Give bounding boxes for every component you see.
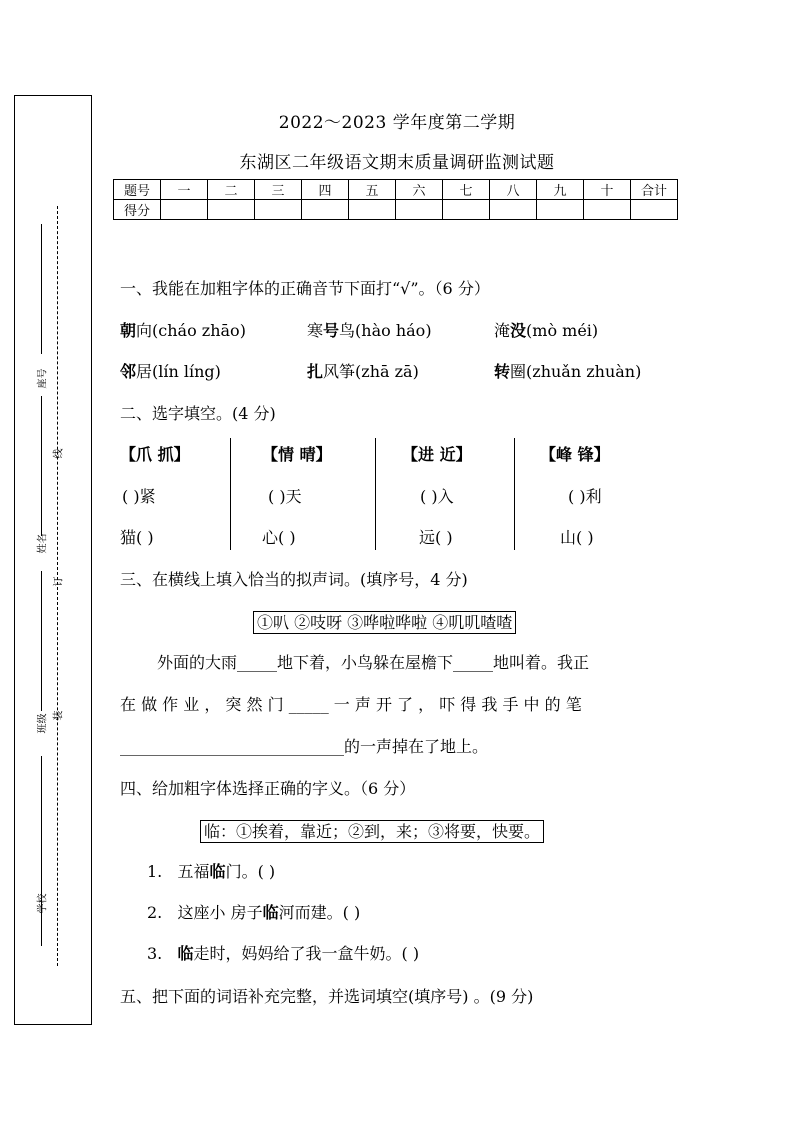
q2-group-head: 【爪 抓】 (120, 445, 190, 464)
score-blank[interactable] (584, 200, 631, 220)
q1-item-text: 寒 (307, 321, 324, 340)
q4-bold-char: 临 (262, 903, 279, 922)
q2-blank[interactable]: ( )利 (568, 487, 602, 506)
score-cell: 八 (490, 180, 537, 200)
q4-definition-box: 临：①挨着，靠近；②到，来；③将要，快要。 (200, 820, 544, 843)
name-blank (41, 396, 42, 536)
q2-title: 二、选字填空。(4 分) (120, 404, 276, 423)
line-label: 线 (53, 448, 65, 459)
class-blank (41, 571, 42, 711)
score-blank[interactable] (161, 200, 208, 220)
q2-blank[interactable]: 心( ) (262, 528, 296, 547)
score-table-header-row (114, 180, 678, 200)
q1-item (120, 318, 246, 341)
q1-item-text: 淹 (494, 321, 511, 340)
q1-item (307, 318, 432, 341)
q1-bold-char: 朝 (120, 321, 137, 340)
q4-item (147, 941, 419, 964)
q2-group-head: 【情 晴】 (262, 445, 332, 464)
q2-blank[interactable]: ( )天 (268, 487, 302, 506)
score-cell: 六 (396, 180, 443, 200)
q4-item-number: 2. (147, 903, 163, 922)
exam-title: 东湖区二年级语文期末质量调研监测试题 (239, 153, 555, 173)
score-cell: 得分 (114, 200, 161, 220)
q4-item-text: 五福 (177, 862, 210, 881)
score-cell: 二 (208, 180, 255, 200)
score-cell: 五 (349, 180, 396, 200)
q1-bold-char: 号 (323, 321, 340, 340)
q3-options-wrap (253, 610, 516, 633)
q3-passage-line: 外面的大雨_____地下着，小鸟躲在屋檐下_____地叫着。我正 (157, 653, 590, 672)
bind-label: 订 (53, 576, 65, 587)
q1-item-text: 风筝(zhā zā) (323, 362, 419, 381)
q1-bold-char: 邻 (120, 362, 137, 381)
q1-item-text: 居(lín líng) (136, 362, 221, 381)
q1-bold-char: 扎 (307, 362, 324, 381)
q1-item (120, 359, 221, 382)
column-divider (230, 438, 231, 550)
q2-blank[interactable]: 远( ) (419, 528, 453, 547)
score-cell: 十 (584, 180, 631, 200)
q1-item (494, 318, 598, 341)
score-blank[interactable] (302, 200, 349, 220)
q4-bold-char: 临 (177, 944, 194, 963)
q4-item (147, 859, 275, 882)
q3-options-box: ①叭 ②吱呀 ③哗啦哗啦 ④叽叽喳喳 (253, 611, 516, 634)
class-label: 班级 (37, 713, 49, 734)
q4-item-number: 3. (147, 944, 163, 963)
score-cell: 九 (537, 180, 584, 200)
score-cell: 一 (161, 180, 208, 200)
q2-blank[interactable]: 山( ) (560, 528, 594, 547)
name-label: 姓名 (37, 533, 49, 554)
q1-item-text: 向(cháo zhāo) (136, 321, 246, 340)
score-blank[interactable] (208, 200, 255, 220)
seat-number-blank (41, 224, 42, 354)
q2-group-head: 【进 近】 (402, 445, 472, 464)
q4-bold-char: 临 (209, 862, 226, 881)
column-divider (514, 438, 515, 550)
q4-title: 四、给加粗字体选择正确的字义。（6 分） (120, 779, 416, 798)
score-blank[interactable] (443, 200, 490, 220)
q1-item-text: (mò méi) (526, 321, 599, 340)
score-blank[interactable] (255, 200, 302, 220)
score-cell: 四 (302, 180, 349, 200)
q3-passage-line: ____________________________的一声掉在了地上。 (120, 737, 489, 756)
seat-number-label: 座号 (37, 368, 49, 389)
q1-item-text: 圈(zhuǎn zhuàn) (510, 362, 642, 381)
school-blank (41, 756, 42, 946)
q1-item (494, 359, 641, 382)
q4-item (147, 900, 360, 923)
q1-item-text: 鸟(hào háo) (339, 321, 432, 340)
q4-item-text[interactable]: 门。( ) (225, 862, 276, 881)
q5-title: 五、把下面的词语补充完整，并选词填空(填序号) 。(9 分) (120, 987, 534, 1006)
q1-bold-char: 没 (510, 321, 527, 340)
score-blank[interactable] (396, 200, 443, 220)
score-cell: 三 (255, 180, 302, 200)
score-table-score-row (114, 200, 678, 220)
score-blank[interactable] (537, 200, 584, 220)
q4-item-text[interactable]: 走时，妈妈给了我一盒牛奶。( ) (193, 944, 420, 963)
q3-passage-line: 在 做 作 业 ， 突 然 门 _____ 一 声 开 了 ， 吓 得 我 手 中 的 笔 (120, 695, 582, 714)
column-divider (375, 438, 376, 550)
q1-title: 一、我能在加粗字体的正确音节下面打“√”。（6 分） (120, 279, 490, 298)
school-label: 学校 (37, 893, 49, 914)
q2-group-head: 【峰 锋】 (540, 445, 610, 464)
q1-bold-char: 转 (494, 362, 511, 381)
q2-blank[interactable]: ( )入 (420, 487, 454, 506)
q4-item-text[interactable]: 河而建。( ) (278, 903, 361, 922)
q4-item-text: 这座小 房子 (177, 903, 263, 922)
score-cell: 题号 (114, 180, 161, 200)
q2-blank[interactable]: 猫( ) (120, 528, 154, 547)
score-blank[interactable] (349, 200, 396, 220)
fold-label: 装 (53, 710, 65, 721)
binding-strip (14, 95, 92, 1025)
q3-title: 三、在横线上填入恰当的拟声词。(填序号，4 分) (120, 570, 468, 589)
score-cell: 合计 (631, 180, 678, 200)
score-table (113, 179, 678, 220)
q4-definition-wrap (200, 819, 544, 842)
exam-term-title: 2022～2023 学年度第二学期 (278, 113, 516, 133)
score-blank[interactable] (631, 200, 678, 220)
score-cell: 七 (443, 180, 490, 200)
score-blank[interactable] (490, 200, 537, 220)
q4-item-number: 1. (147, 862, 163, 881)
q2-blank[interactable]: ( )紧 (122, 487, 156, 506)
q1-item (307, 359, 419, 382)
